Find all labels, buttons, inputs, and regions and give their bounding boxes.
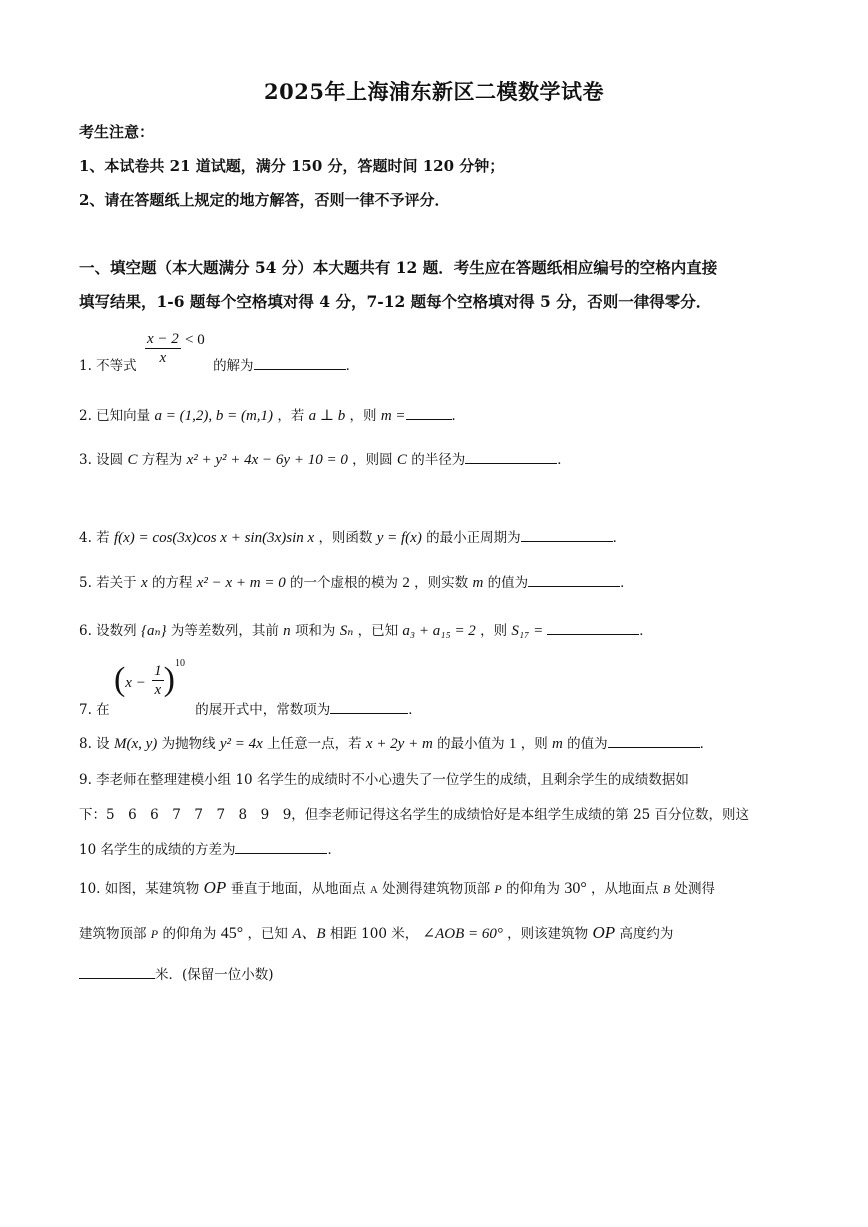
q2-answer-blank bbox=[406, 407, 452, 420]
q8-answer-blank bbox=[608, 735, 700, 748]
q9-answer-blank bbox=[235, 841, 327, 854]
q6-answer-blank bbox=[547, 622, 639, 635]
question-6: 6. 设数列 {aₙ} 为等差数列，其前 n 项和为 Sₙ ，已知 a₃ + a₁₅ = 2 ，则 S₁₇ = ． bbox=[79, 623, 653, 639]
q7-answer-blank bbox=[330, 701, 408, 714]
q7-fraction: $\frac{1}{x}$ bbox=[154, 663, 162, 698]
q1-answer-blank bbox=[254, 357, 346, 370]
section-heading-line-2: 填写结果，1-6 题每个空格填对得 4 分，7-12 题每个空格填对得 5 分，否则一律得零分． bbox=[79, 292, 712, 311]
question-9-line-1: 9. 李老师在整理建模小组 10 名学生的成绩时不小心遗失了一位学生的成绩，且剩余学生的成绩数据如 bbox=[79, 772, 689, 788]
section-heading-line-1: 一、填空题（本大题满分 54 分）本大题共有 12 题．考生应在答题纸相应编号的空格内直接 bbox=[79, 258, 718, 277]
q3-answer-blank bbox=[465, 451, 557, 464]
question-5: 5. 若关于 x 的方程 x² − x + m = 0 的一个虚根的模为 2 ，则实数 m 的值为 ． bbox=[79, 575, 634, 591]
question-4: 4. 若 f(x) = cos(3x)cos x + sin(3x)sin x ，则函数 y = f(x) 的最小正周期为 ． bbox=[79, 530, 627, 546]
question-9-line-3: 10 名学生的成绩的方差为 ． bbox=[79, 842, 341, 858]
notice-item-1: 1、本试卷共 21 道试题，满分 150 分，答题时间 120 分钟； bbox=[79, 157, 505, 175]
notice-item-2: 2、请在答题纸上规定的地方解答，否则一律不予评分． bbox=[79, 191, 450, 209]
question-10-line-3: 米．(保留一位小数) bbox=[79, 963, 274, 983]
question-2: 2. 已知向量 a = (1,2), b = (m,1) ，若 a ⊥ b ，则 m = ． bbox=[79, 408, 466, 424]
notice-label: 考生注意： bbox=[79, 123, 155, 141]
q7-left-paren: ( bbox=[113, 661, 126, 698]
question-10-line-1: 10. 如图，某建筑物 OP 垂直于地面，从地面点 A 处测得建筑物顶部 P 的仰角为 30° ，从地面点 B 处测得 bbox=[79, 878, 715, 897]
q1-fraction: $\frac{x - 2}{x}$ bbox=[146, 331, 179, 366]
q5-answer-blank bbox=[528, 574, 620, 587]
question-9-line-2: 下：5 6 6 7 7 7 8 9 9，但李老师记得这名学生的成绩恰好是本组学生成绩的第 25 百分位数，则这 bbox=[79, 807, 750, 823]
question-3: 3. 设圆 C 方程为 x² + y² + 4x − 6y + 10 = 0 ，则圆 C 的半径为 ． bbox=[79, 452, 571, 468]
question-1: 1. 不等式 $\frac{x - 2}{x}$ < 0 的解为 ． bbox=[79, 331, 360, 374]
q10-answer-blank bbox=[79, 966, 155, 979]
question-8: 8. 设 M(x, y) 为抛物线 y² = 4x 上任意一点，若 x + 2y + m 的最小值为 1 ，则 m 的值为 ． bbox=[79, 736, 714, 752]
question-7: 7. 在 (x − $\frac{1}{x}$ )$^{10}$ 的展开式中，常数项为 ． bbox=[79, 658, 422, 718]
q4-answer-blank bbox=[521, 529, 613, 542]
page-title: 2025年上海浦东新区二模数学试卷 bbox=[264, 79, 604, 104]
q7-right-paren: ) bbox=[163, 661, 175, 698]
question-10-line-2: 建筑物顶部 P 的仰角为 45° ，已知 A、B 相距 100 米， ∠AOB = 60° ，则该建筑物 OP 高度约为 bbox=[79, 923, 674, 942]
